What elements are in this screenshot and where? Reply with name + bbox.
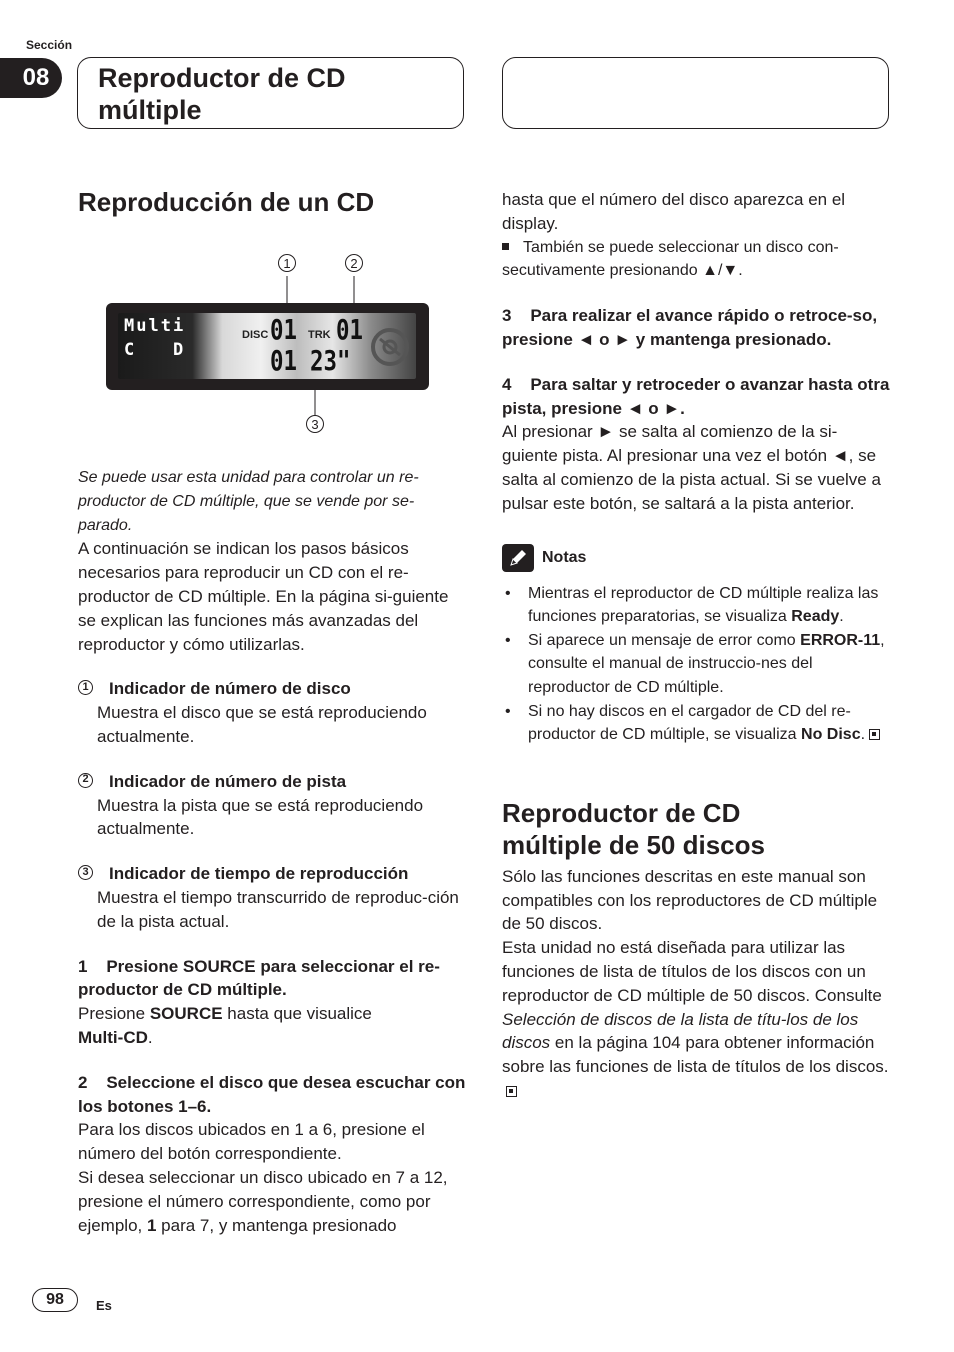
cd-display-illustration [106, 303, 429, 390]
step-title: 4 Para saltar y retroceder o avanzar hasta otra pista, presione ◄ o ►. [502, 374, 895, 418]
intro-text: A continuación se indican los pasos básicos necesarios para reproducir un CD con el re-productor de CD múltiple. En la página si-guiente se explican las funciones más avanzadas del reproductor y cómo utilizarlas. [78, 539, 449, 654]
note-item: • Mientras el reproductor de CD múltiple realiza las funciones preparatorias, se visualiza Ready. [502, 582, 892, 629]
step-1 [78, 955, 468, 1050]
paragraph-2: Esta unidad no está diseñada para utilizar las funciones de lista de títulos de los discos con un reproductor de CD múltiple de 50 discos. Consulte Selección de discos de la lista de títu-los de los discos en la página 104 para obtener información sobre las funciones de lista de títulos de los discos. [502, 936, 892, 1103]
legend-number: 1 [78, 680, 93, 695]
paragraph-1: Sólo las funciones descritas en este manual son compatibles con los reproductores de CD múltiple de 50 discos. [502, 866, 878, 934]
step-title: 2 Seleccione el disco que desea escuchar con los botones 1–6. [78, 1072, 471, 1116]
step-text: Al presionar ► se salta al comienzo de la si-guiente pista. Al presionar una vez el botón ◄, se salta al comienzo de la pista actual. Si se vuelve a pulsar este botón, se saltará a la pista anterior. [502, 422, 881, 513]
legend-desc: Muestra el disco que se está reproduciendo actualmente. [97, 703, 427, 746]
legend-number: 3 [78, 865, 93, 880]
step-title: 1 Presione SOURCE para seleccionar el re-productor de CD múltiple. [78, 956, 440, 1000]
left-body [78, 466, 471, 1237]
legend-title: Indicador de número de pista [109, 771, 347, 791]
display-screen [118, 313, 416, 379]
page-title: Reproductor de CD múltiple [98, 63, 346, 125]
section-label: Sección [26, 38, 73, 52]
step-text-2: Si desea seleccionar un disco ubicado en 7 a 12, presione el número correspondiente, como por ejemplo, 1 para 7, y mantenga presionado [78, 1167, 448, 1235]
end-mark-icon [506, 1086, 517, 1097]
step-text: Presione SOURCE hasta que visualice Multi-CD. [78, 1004, 372, 1047]
time-seconds: 23" [310, 344, 351, 377]
language-code: Es [96, 1298, 112, 1313]
step-text: Para los discos ubicados en 1 a 6, presione el número del botón correspondiente. [78, 1120, 425, 1164]
disc-icon [370, 327, 410, 367]
end-mark-icon [869, 729, 880, 740]
step-4 [502, 373, 895, 516]
bullet-square-icon [502, 243, 509, 250]
display-line1: Multi [124, 316, 186, 336]
legend-item-2 [78, 770, 468, 841]
section-heading-2: Reproductor de CD múltiple de 50 discos [502, 797, 765, 860]
right-column [502, 188, 895, 1103]
callout-number: 2 [345, 254, 363, 272]
pencil-icon [502, 544, 534, 572]
notes-label: Notas [542, 548, 587, 566]
time-minutes: 01 [270, 344, 297, 377]
legend-desc: Muestra el tiempo transcurrido de reproduc-ción de la pista actual. [97, 887, 459, 931]
legend-desc: Muestra la pista que se está reproduciendo actualmente. [97, 795, 424, 839]
tip-text: También se puede seleccionar un disco con-secutivamente presionando ▲/▼. [502, 238, 839, 280]
trk-value: 01 [336, 313, 363, 346]
notes-header [502, 544, 892, 572]
notes-list [502, 582, 892, 747]
disc-value: 01 [270, 313, 297, 346]
step-2 [78, 1071, 471, 1238]
legend-title: Indicador de tiempo de reproducción [109, 864, 409, 884]
intro-italic: Se puede usar esta unidad para controlar un re-productor de CD múltiple, que se vende por se-parado. [78, 469, 419, 534]
note-item: • Si no hay discos en el cargador de CD del re-productor de CD múltiple, se visualiza No Disc. [502, 700, 892, 747]
legend-number: 2 [78, 773, 93, 788]
section-number-badge: 08 [0, 58, 62, 98]
trk-label: TRK [308, 329, 331, 341]
callout-number: 1 [278, 254, 296, 272]
disc-label: DISC [242, 329, 269, 341]
section-heading: Reproducción de un CD [78, 187, 375, 217]
page-number: 98 [32, 1288, 78, 1312]
legend-item-1 [78, 677, 468, 748]
note-item: • Si aparece un mensaje de error como ERROR-11, consulte el manual de instruccio-nes del reproductor de CD múltiple. [502, 629, 892, 700]
display-line2: C D [124, 340, 186, 360]
step-3: 3 Para realizar el avance rápido o retroce-so, presione ◄ o ► y mantenga presionado. [502, 306, 882, 349]
legend-item-3 [78, 862, 468, 933]
continued-text: hasta que el número del disco aparezca en el display. [502, 190, 846, 233]
callout-number: 3 [306, 415, 324, 433]
legend-title: Indicador de número de disco [109, 679, 351, 699]
